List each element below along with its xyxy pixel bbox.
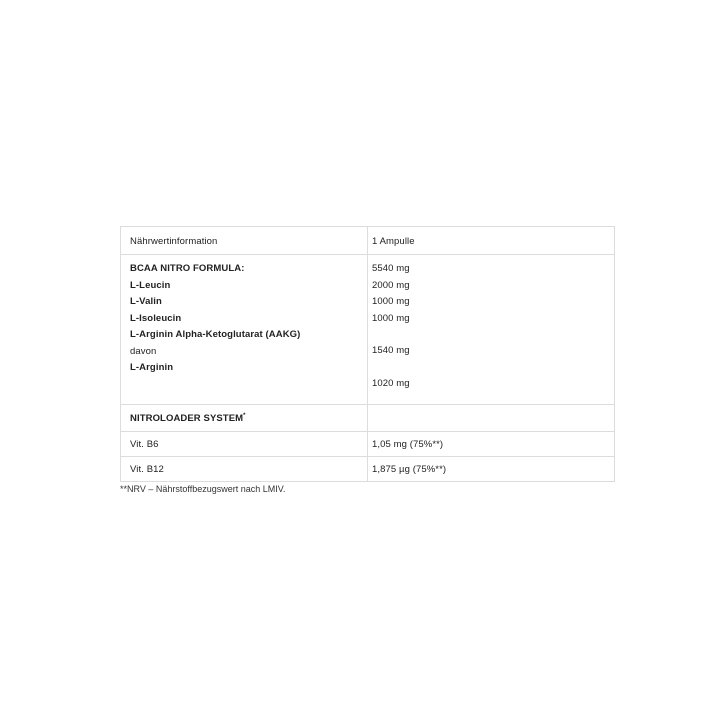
value-formula-total: 5540 mg: [372, 263, 410, 274]
vit-b12-value: 1,875 µg (75%**): [372, 464, 447, 475]
nitroloader-marker: *: [243, 413, 246, 419]
nitroloader-row: [121, 405, 614, 432]
nitroloader-value: [368, 405, 614, 431]
formula-values: [368, 255, 614, 404]
vit-b6-row: [121, 432, 614, 457]
nutrition-table: [120, 226, 615, 482]
footnote: **NRV – Nährstoffbezugswert nach LMIV.: [120, 484, 286, 494]
formula-row: [121, 255, 614, 405]
header-label: Nährwertinformation: [121, 227, 368, 254]
ingredient-valin: L-Valin: [130, 296, 162, 307]
value-isoleucin: 1000 mg: [372, 312, 410, 324]
ingredient-aakg: L-Arginin Alpha-Ketoglutarat (AAKG): [130, 329, 301, 340]
header-value: 1 Ampulle: [372, 236, 415, 247]
value-leucin: 2000 mg: [372, 279, 410, 291]
ingredient-isoleucin: L-Isoleucin: [130, 312, 182, 324]
table-header-row: [121, 227, 614, 255]
nitroloader-text: NITROLOADER SYSTEM: [130, 413, 244, 424]
formula-title: BCAA NITRO FORMULA:: [130, 263, 245, 274]
spacer: [372, 327, 614, 343]
vit-b6-label: Vit. B6: [121, 432, 368, 456]
ingredient-leucin: L-Leucin: [130, 279, 171, 291]
value-arginin: 1020 mg: [372, 377, 410, 389]
ingredient-davon: davon: [130, 345, 157, 357]
vit-b12-row: [121, 457, 614, 482]
formula-labels: [121, 255, 368, 404]
spacer: [372, 360, 614, 376]
value-valin: 1000 mg: [372, 296, 410, 307]
vit-b6-value: 1,05 mg (75%**): [372, 439, 444, 450]
nitroloader-label: [121, 405, 368, 431]
ingredient-arginin: L-Arginin: [130, 362, 174, 373]
value-aakg: 1540 mg: [372, 345, 410, 356]
vit-b12-label: Vit. B12: [121, 457, 368, 481]
